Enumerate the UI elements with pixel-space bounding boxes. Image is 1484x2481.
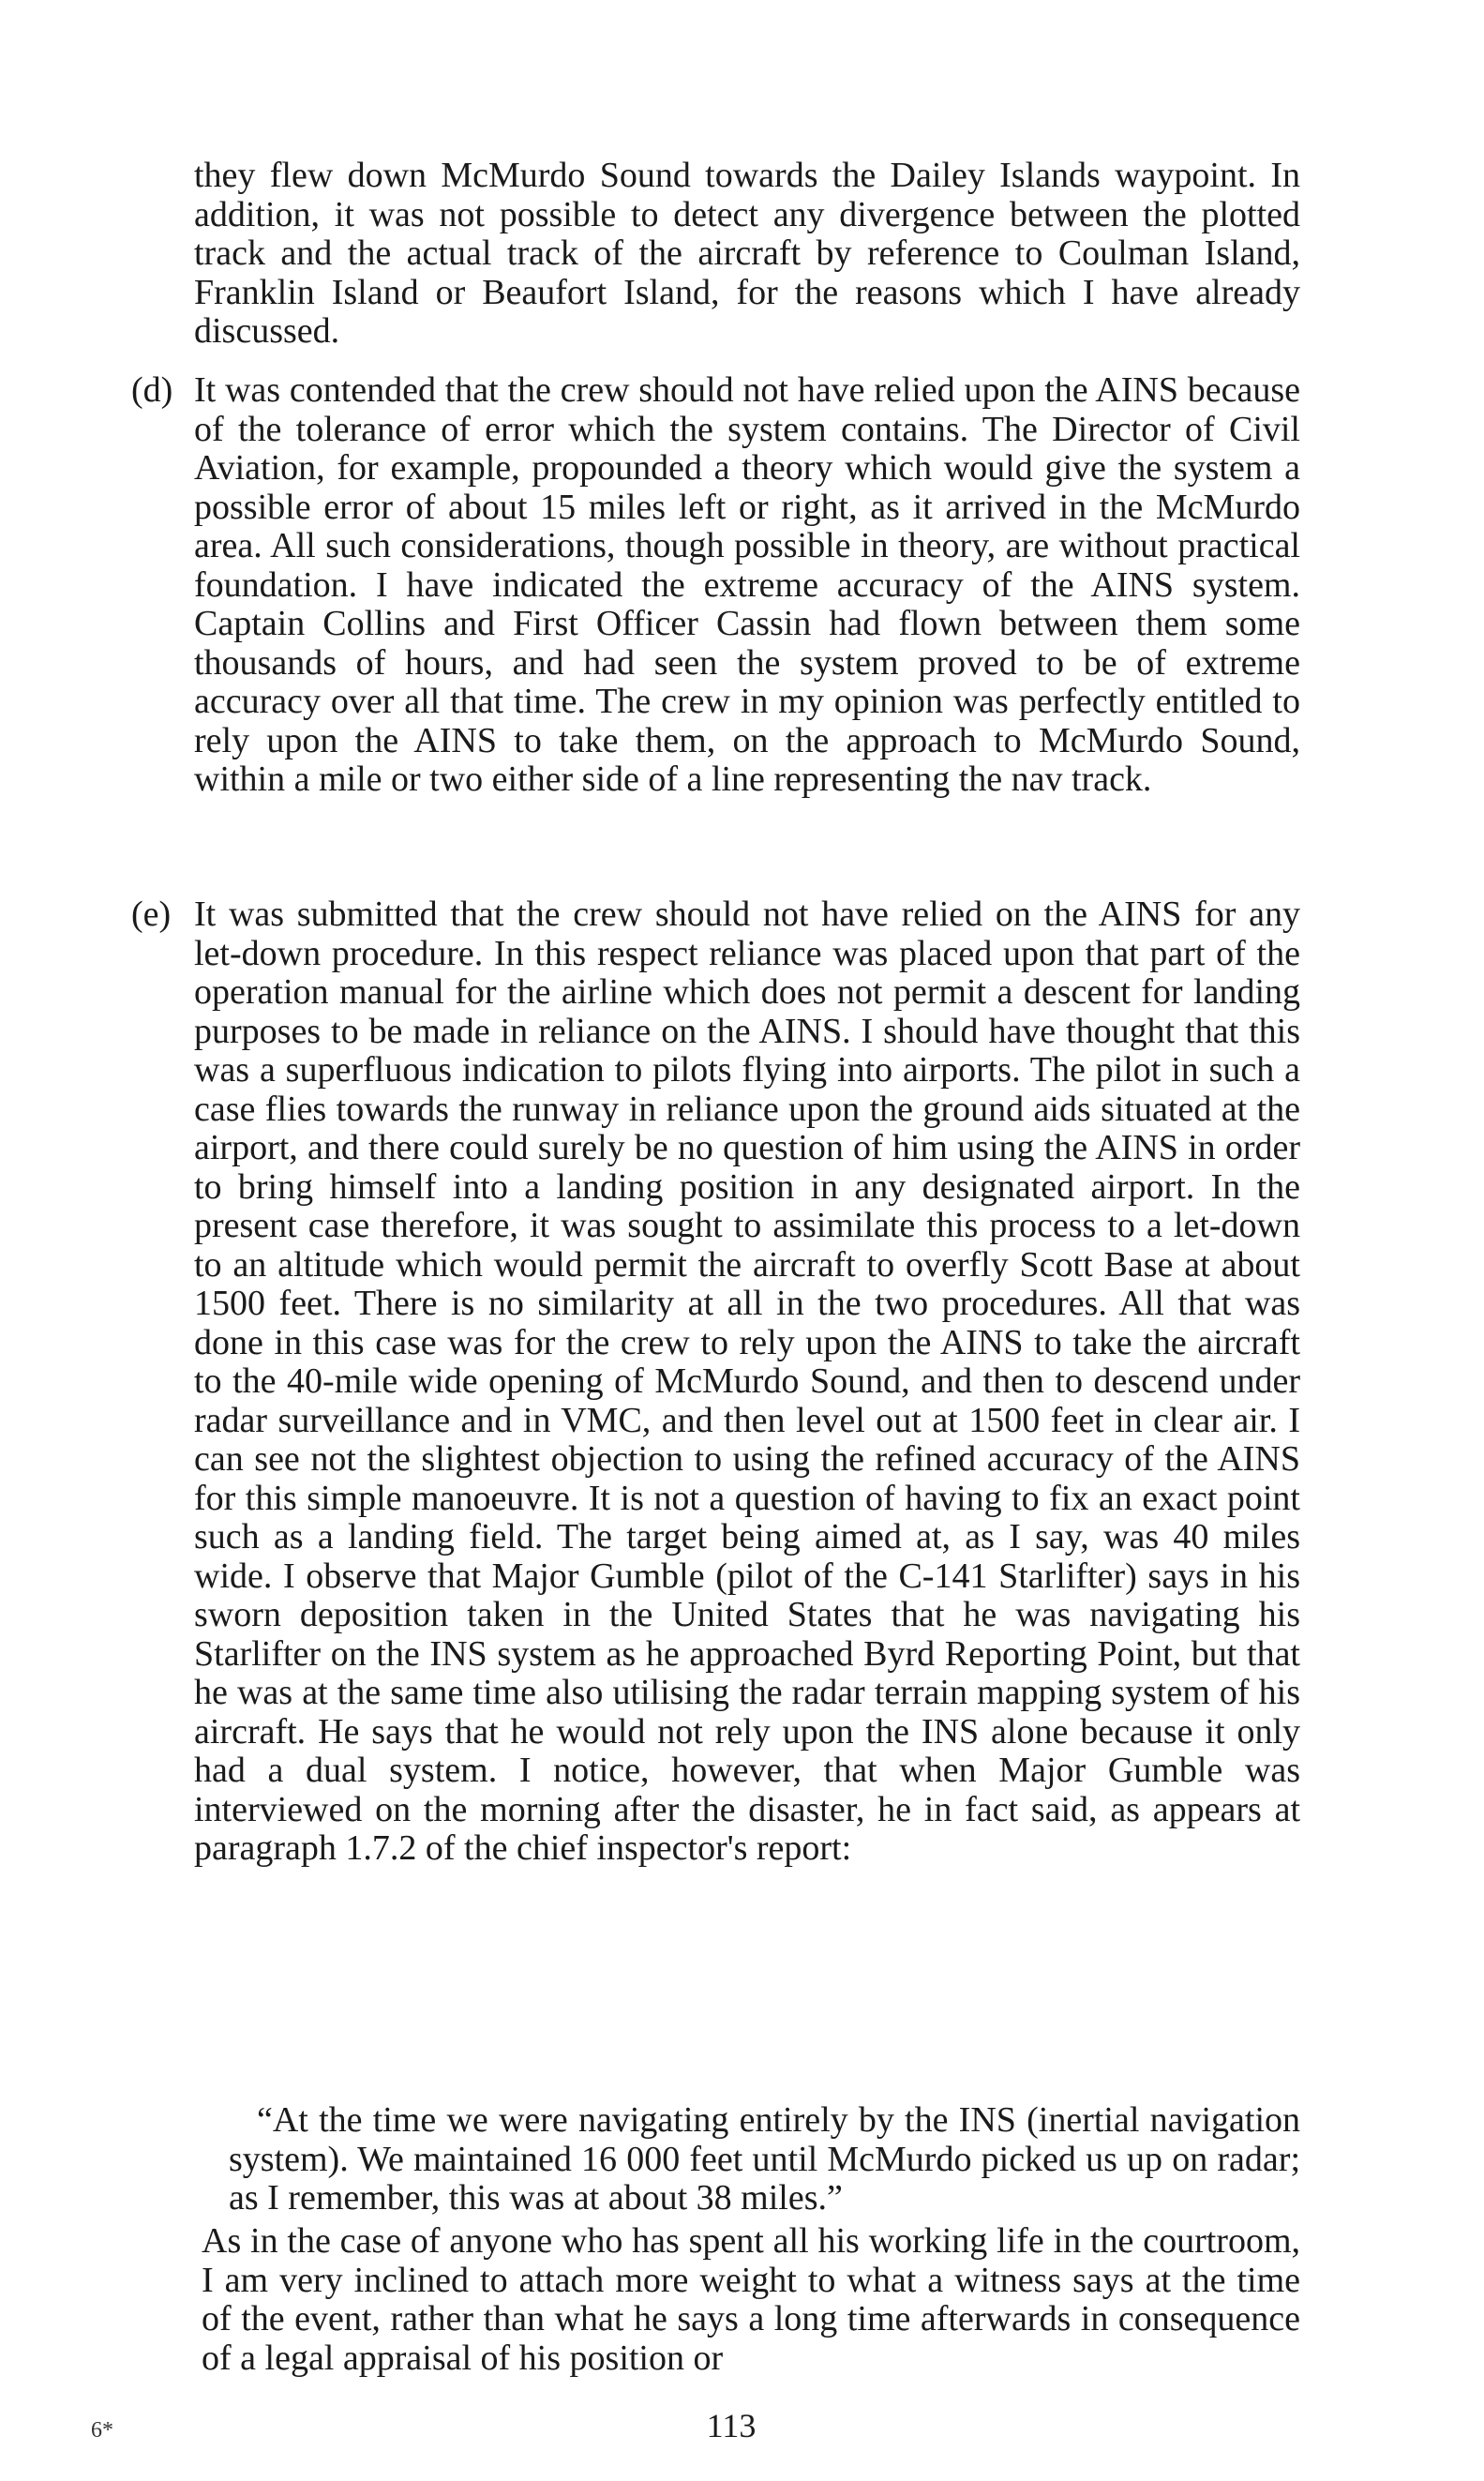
signature-mark: 6* (91, 2418, 113, 2443)
block-quote: “At the time we were navigating entirely by the INS (inertial navigation system). We maintained 16 000 feet until McMurdo picked us up on radar; as I remember, this was at about 38 miles.” (229, 2100, 1300, 2218)
intro-paragraph: they flew down McMurdo Sound towards the Dailey Islands waypoint. In addition, it was not possible to detect any divergence between the plotted track and the actual track of the aircraft by reference to Coulman Island, Franklin Island or Beaufort Island, for the reasons which I have already discussed. (194, 156, 1300, 351)
item-marker: (e) (131, 895, 172, 934)
item-text: It was contended that the crew should not have relied upon the AINS because of the tolerance of error which the system contains. The Director of Civil Aviation, for example, propounded a theory which would give the system a possible error of about 15 miles left or right, as it arrived in the McMurdo area. All such considerations, though possible in theory, are without practical foundation. I have indicated the extreme accuracy of the AINS system. Captain Collins and First Officer Cassin had flown between them some thousands of hours, and had seen the system proved to be of extreme accuracy over all that time. The crew in my opinion was perfectly entitled to rely upon the AINS to take them, on the approach to McMurdo Sound, within a mile or two either side of a line representing the nav track. (194, 370, 1300, 799)
page-number: 113 (706, 2407, 757, 2444)
item-marker: (d) (131, 370, 173, 410)
after-quote-paragraph: As in the case of anyone who has spent all his working life in the courtroom, I am very inclined to attach more weight to what a witness says at the time of the event, rather than what he says a long time afterwards in consequence of a legal appraisal of his position or (202, 2221, 1300, 2378)
item-text: It was submitted that the crew should not have relied on the AINS for any let-down procedure. In this respect reliance was placed upon that part of the operation manual for the airline which does not permit a descent for landing purposes to be made in reliance on the AINS. I should have thought that this was a superfluous indication to pilots flying into airports. The pilot in such a case flies towards the runway in reliance upon the ground aids situated at the airport, and there could surely be no question of him using the AINS in order to bring himself into a landing position in any designated airport. In the present case therefore, it was sought to assimilate this process to a let-down to an altitude which would permit the aircraft to overfly Scott Base at about 1500 feet. There is no similarity at all in the two procedures. All that was done in this case was for the crew to rely upon the AINS to take the aircraft to the 40-mile wide opening of McMurdo Sound, and then to descend under radar surveillance and in VMC, and then level out at 1500 feet in clear air. I can see not the slightest objection to using the refined accuracy of the AINS for this simple manoeuvre. It is not a question of having to fix an exact point such as a landing field. The target being aimed at, as I say, was 40 miles wide. I observe that Major Gumble (pilot of the C-141 Starlifter) says in his sworn deposition taken in the United States that he was navigating his Starlifter on the INS system as he approached Byrd Reporting Point, but that he was at the same time also utilising the radar terrain mapping system of his aircraft. He says that he would not rely upon the INS alone because it only had a dual system. I notice, however, that when Major Gumble was interviewed on the morning after the disaster, he in fact said, as appears at paragraph 1.7.2 of the chief inspector's report: (194, 895, 1300, 1868)
